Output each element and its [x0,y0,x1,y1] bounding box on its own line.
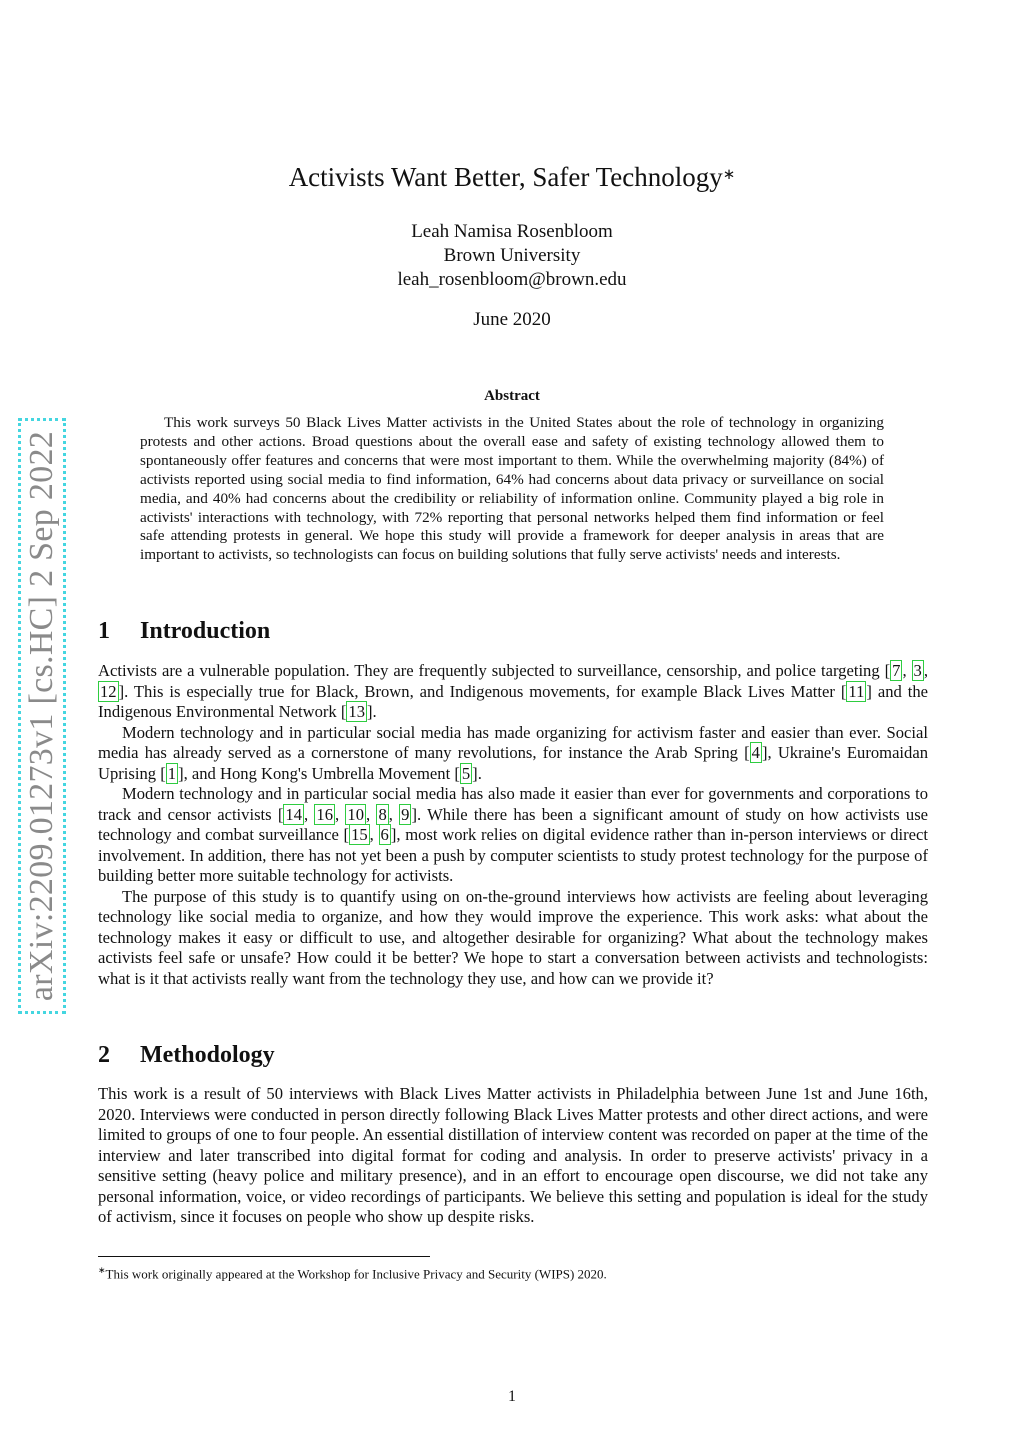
text-run: Modern technology and in particular social media has also made it easier than ever for governments and corporations to track and censor activists [ [98,784,928,824]
paragraph: Activists are a vulnerable population. They are frequently subjected to surveillance, censorship, and police targeting [ 7 , 3 , 12 ]. This is especially true for Black, Brown, and Indigenous movements, for example Black Lives Matter [ 11 ] and the Indigenous Environmental Network [ 13 ]. [98,661,929,721]
introduction-body [98,661,928,989]
citation-link[interactable]: 1 [167,763,177,783]
text-run: ]. [366,702,377,721]
section-title: Introduction [140,618,271,644]
author-email: leah_rosenbloom@brown.edu [397,269,627,290]
citation-link[interactable]: 6 [380,825,389,844]
paper-title [0,158,1024,196]
paragraph [98,723,928,785]
text-run: ]. This is especially true for Black, Brown, and Indigenous movements, for example Black Lives Matter [ [118,681,847,701]
text-run: ] and the Indigenous Environmental Network [ [98,681,929,721]
citation-link[interactable]: 11 [848,681,865,701]
citation-link[interactable]: 9 [401,804,410,824]
citation-link[interactable]: 14 [285,804,302,824]
citation-link[interactable]: 7 [892,661,901,680]
section-number: 1 [98,618,110,644]
title-text: Activists Want Better, Safer Technology [288,162,723,192]
text-run: Modern technology and in particular social media has made organizing for activism faster and easier than ever. Social media has already served as a cornerstone of many revolutions, for instance the Arab Spring [ [98,722,928,762]
section-number: 2 [98,1042,110,1068]
text-run: Activists are a vulnerable population. They are frequently subjected to surveillance, censorship, and police targeting [ [98,661,891,680]
arxiv-identifier[interactable]: arXiv:2209.01273v1 [cs.HC] 2 Sep 2022 [23,430,60,1002]
citation-link[interactable]: 10 [347,804,365,824]
footnote [98,1262,928,1282]
text-run: ], and Hong Kong's Umbrella Movement [ [178,763,460,783]
footnote-text: This work originally appeared at the Workshop for Inclusive Privacy and Security (WIPS) 2020. [105,1266,607,1282]
page-number: 1 [508,1388,516,1405]
section-heading-methodology [98,1040,275,1070]
section-heading-introduction [98,616,270,646]
footnote-divider [98,1256,430,1257]
citation-link[interactable]: 12 [100,681,117,701]
abstract-text: This work surveys 50 Black Lives Matter activists in the United States about the role of technology in organizing protests and other actions. Broad questions about the overall ease and safety of existing technology allowed them to spontaneously offer features and concerns that were most important to them. While the overwhelming majority (84%) of activists reported using social media to find information, 64% had concerns about data privacy or surveillance on social media, and 40% had concerns about the credibility or reliability of information online. Community played a big role in activists' interactions with technology, with 72% reporting that personal networks helped them find information or feel safe attending protests in general. We hope this study will provide a framework for deeper analysis in areas that are important to activists, so technologists can focus on building solutions that fully serve activists' needs and interests. [140,414,884,564]
abstract-heading: Abstract [484,388,540,404]
citation-link[interactable]: 3 [913,661,922,680]
section-title: Methodology [140,1042,275,1068]
paragraph: The purpose of this study is to quantify using on on-the-ground interviews how activists are feeling about leveraging technology like social media to organize, and how they would improve the experience. This work asks: what about the technology makes it easy or difficult to use, and altogether desirable for organizing? What about the technology makes activists feel safe or unsafe? How could it be better? We hope to start a conversation between activists and technologists: what is it that activists really want from the technology they use, and how can we provide it? [98,886,928,988]
citation-link[interactable]: 8 [378,804,387,824]
title-footnote-mark[interactable]: ∗ [722,167,736,183]
footnote-mark: ∗ [98,1265,106,1275]
author-affiliation: Brown University [443,245,581,266]
citation-link[interactable]: 4 [751,743,760,762]
author-block [0,220,1024,292]
text-run: ], most work relies on digital evidence rather than in-person interviews or direct involvement. In addition, there has not yet been a push by computer scientists to study protest technology for the purpose of building better more suitable technology for activists. [98,825,928,885]
citation-link[interactable]: 15 [351,825,368,844]
paragraph: This work is a result of 50 interviews with Black Lives Matter activists in Philadelphia between June 1st and June 16th, 2020. Interviews were conducted in person directly following Black Lives Matter protests and other direct actions, and were limited to groups of one to four people. An essential distillation of interview content was recorded on paper at the time of the interview and later transcribed into digital format for coding and analysis. In order to preserve activists' privacy in a sensitive setting (heavy police and military presence), and in an effort to encourage open discourse, we did not take any personal information, voice, or video recordings of participants. We believe this setting and population is ideal for the study of activism, since it focuses on people who show up despite risks. [98,1084,928,1226]
text-run: ], Ukraine's Euromaidan Uprising [ [98,743,928,783]
citation-link[interactable]: 5 [461,763,471,783]
text-run: ]. [472,763,482,783]
author-name: Leah Namisa Rosenbloom [411,221,613,242]
paragraph: Modern technology and in particular social media has also made it easier than ever for governments and corporations to track and censor activists [ 14 , 16 , 10 , 8 , 9 ]. While there has been a significant amount of study on how activists use technology and combat surveillance [ 15 , 6 ], most work relies on digital evidence rather than in-person interviews or direct involvement. In addition, there has not yet been a push by computer scientists to study protest technology for the purpose of building better more suitable technology for activists. [98,784,929,885]
citation-link[interactable]: 13 [348,702,365,721]
paper-date: June 2020 [473,309,551,330]
methodology-body [98,1084,928,1228]
citation-link[interactable]: 16 [316,804,333,824]
text-run: ]. While there has been a significant amount of study on how activists use technology and combat surveillance [ [98,804,929,844]
